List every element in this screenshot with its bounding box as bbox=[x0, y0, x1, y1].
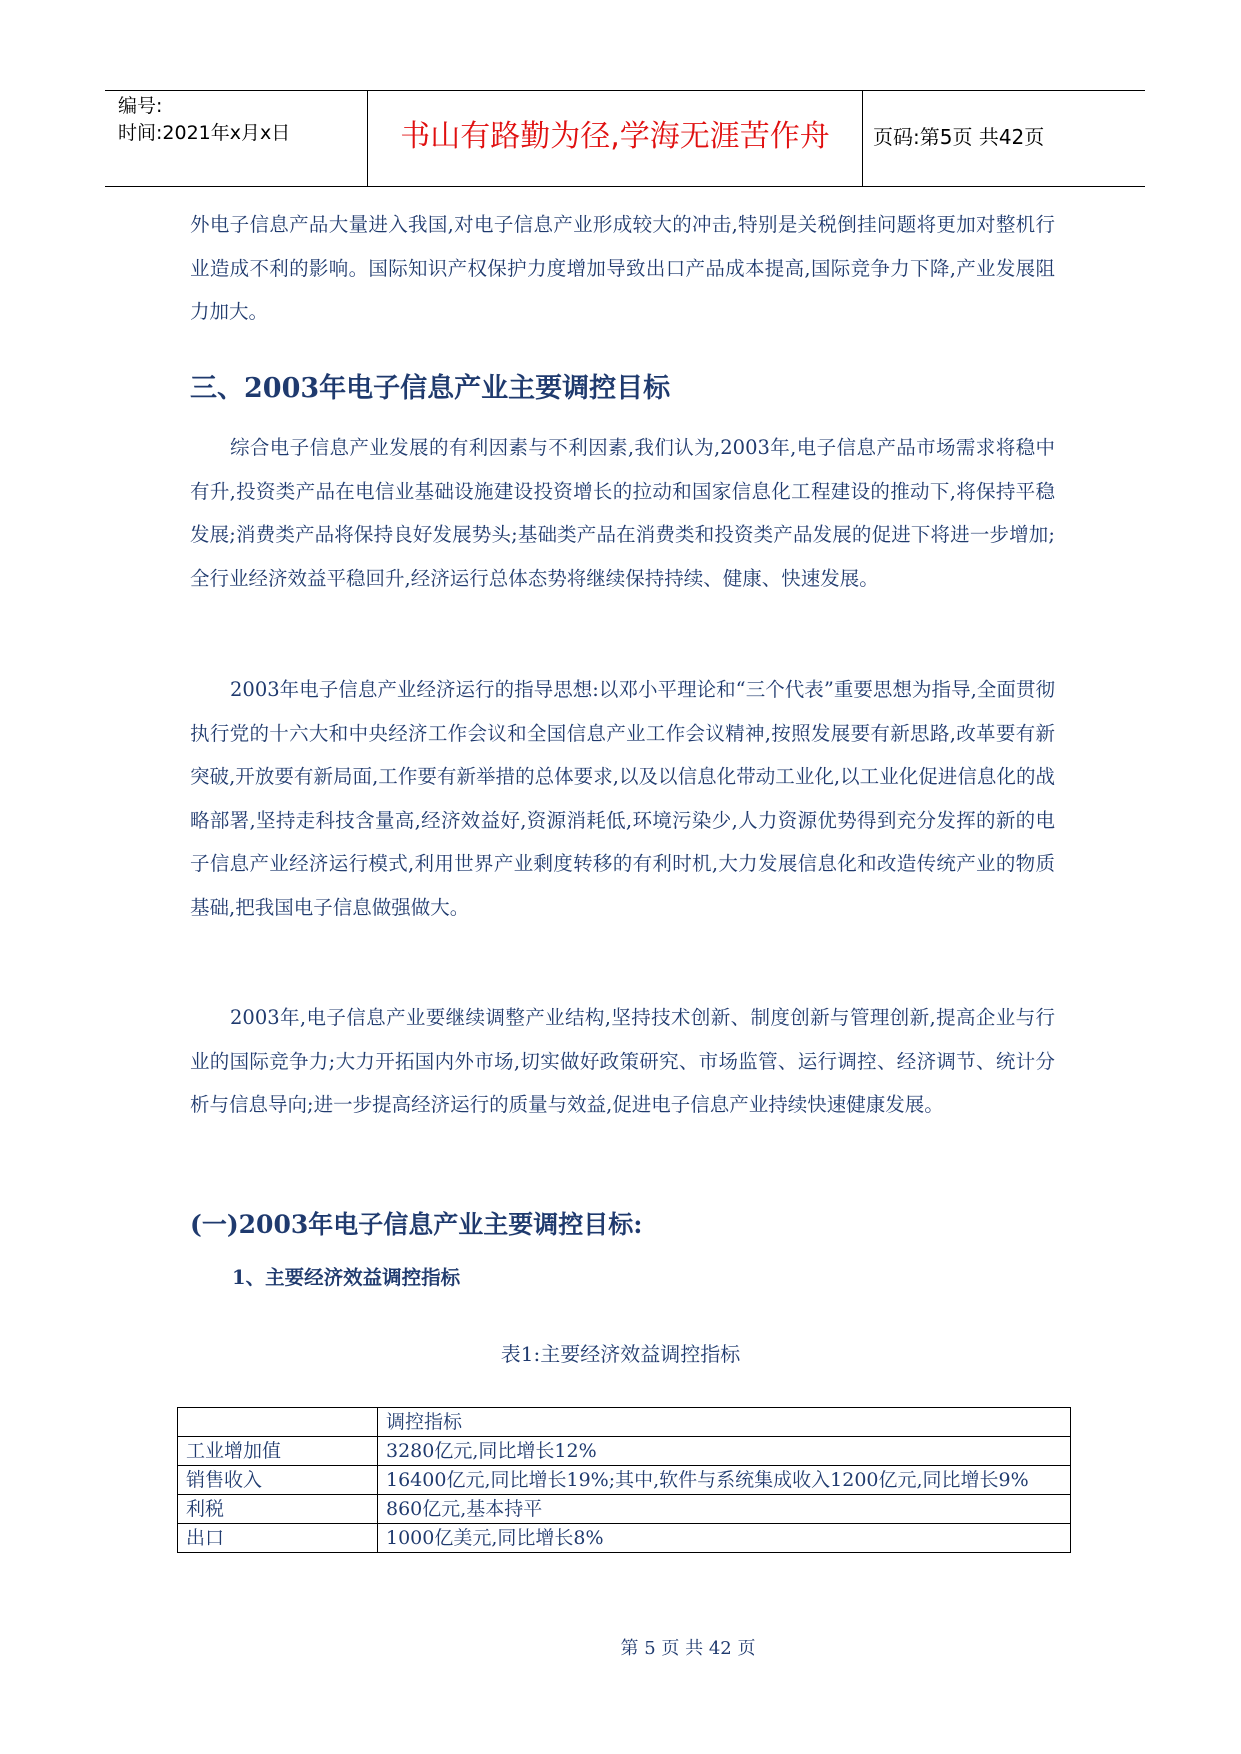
table-row bbox=[178, 1524, 1071, 1553]
header-divider-right bbox=[862, 91, 863, 186]
table-header-row bbox=[178, 1408, 1071, 1437]
header-number-label: 编号: bbox=[118, 95, 163, 117]
table-cell-item: 出口 bbox=[178, 1524, 378, 1553]
page-footer: 第 5 页 共 42 页 bbox=[620, 1638, 756, 1659]
table-cell-value: 3280亿元,同比增长12% bbox=[378, 1437, 1071, 1466]
table-row bbox=[178, 1495, 1071, 1524]
table-cell-value: 1000亿美元,同比增长8% bbox=[378, 1524, 1071, 1553]
table-header-cell bbox=[178, 1408, 378, 1437]
page-header bbox=[105, 90, 1145, 187]
header-motto: 书山有路勤为径,学海无涯苦作舟 bbox=[400, 119, 830, 154]
header-meta bbox=[118, 93, 290, 147]
table-cell-item: 工业增加值 bbox=[178, 1437, 378, 1466]
table-cell-item: 销售收入 bbox=[178, 1466, 378, 1495]
indicator-table bbox=[177, 1407, 1071, 1553]
table-row bbox=[178, 1466, 1071, 1495]
table-caption: 表1:主要经济效益调控指标 bbox=[500, 1342, 741, 1366]
paragraph-1: 综合电子信息产业发展的有利因素与不利因素,我们认为,2003年,电子信息产品市场需求将稳中有升,投资类产品在电信业基础设施建设投资增长的拉动和国家信息化工程建设的推动下,将保持平稳发展;消费类产品将保持良好发展势头;基础类产品在消费类和投资类产品发展的促进下将进一步增加;全行业经济效益平稳回升,经济运行总体态势将继续保持持续、健康、快速发展。 bbox=[190, 436, 1055, 590]
table-cell-value: 16400亿元,同比增长19%;其中,软件与系统集成收入1200亿元,同比增长9% bbox=[378, 1466, 1071, 1495]
table-cell-item: 利税 bbox=[178, 1495, 378, 1524]
table-row bbox=[178, 1437, 1071, 1466]
section-title: 三、2003年电子信息产业主要调控目标 bbox=[190, 373, 671, 404]
header-divider-left bbox=[367, 91, 368, 186]
paragraph-3: 2003年,电子信息产业要继续调整产业结构,坚持技术创新、制度创新与管理创新,提高企业与行业的国际竞争力;大力开拓国内外市场,切实做好政策研究、市场监管、运行调控、经济调节、统计分析与信息导向;进一步提高经济运行的质量与效益,促进电子信息产业持续快速健康发展。 bbox=[190, 1006, 1055, 1116]
subsubsection-title: 1、主要经济效益调控指标 bbox=[232, 1266, 461, 1289]
paragraph-continued: 外电子信息产品大量进入我国,对电子信息产业形成较大的冲击,特别是关税倒挂问题将更加对整机行业造成不利的影响。国际知识产权保护力度增加导致出口产品成本提高,国际竞争力下降,产业发展阻力加大。 bbox=[190, 213, 1055, 323]
header-page-info: 页码:第5页 共42页 bbox=[873, 125, 1045, 149]
subsection-title: (一)2003年电子信息产业主要调控目标: bbox=[190, 1210, 643, 1239]
table-cell-value: 860亿元,基本持平 bbox=[378, 1495, 1071, 1524]
paragraph-2: 2003年电子信息产业经济运行的指导思想:以邓小平理论和“三个代表”重要思想为指导,全面贯彻执行党的十六大和中央经济工作会议和全国信息产业工作会议精神,按照发展要有新思路,改革要有新突破,开放要有新局面,工作要有新举措的总体要求,以及以信息化带动工业化,以工业化促进信息化的战略部署,坚持走科技含量高,经济效益好,资源消耗低,环境污染少,人力资源优势得到充分发挥的新的电子信息产业经济运行模式,利用世界产业剩度转移的有利时机,大力发展信息化和改造传统产业的物质基础,把我国电子信息做强做大。 bbox=[190, 678, 1055, 919]
table-header-cell: 调控指标 bbox=[378, 1408, 1071, 1437]
header-time-label: 时间:2021年x月x日 bbox=[118, 122, 291, 144]
